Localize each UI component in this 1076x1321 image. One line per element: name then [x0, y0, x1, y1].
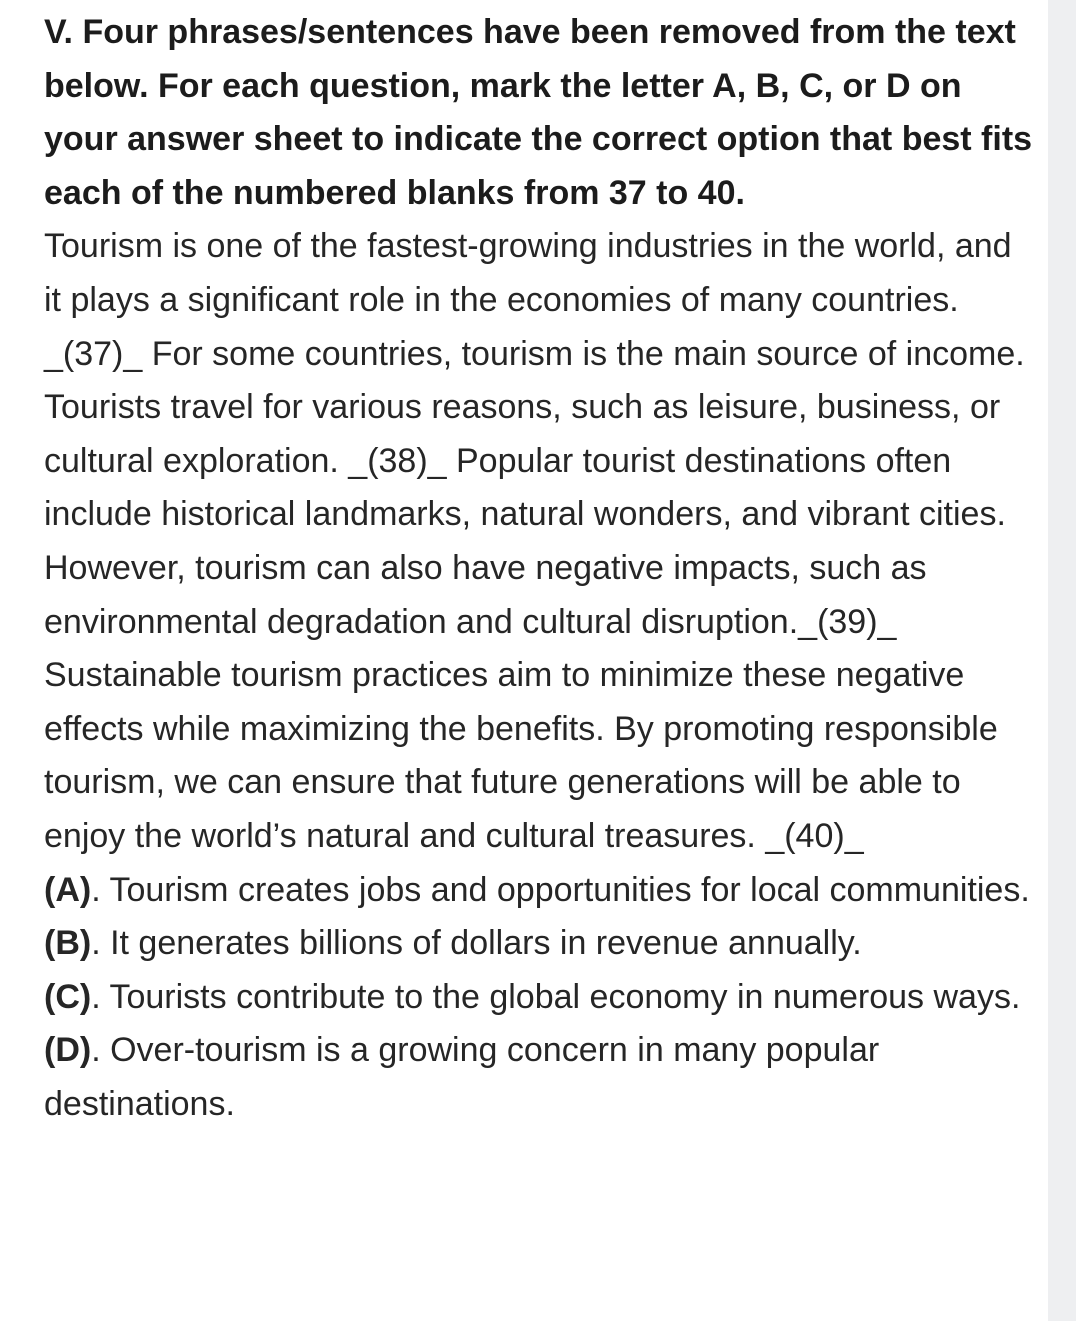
- option-c-letter: (C): [44, 977, 92, 1016]
- option-b-text: . It generates billions of dollars in revenue annually.: [91, 924, 862, 963]
- blank-39: _(39)_: [798, 602, 897, 641]
- passage-sentence-1: Tourism is one of the fastest-growing industries in the world, and it plays a significant role in the economies of many countries.: [44, 227, 1012, 319]
- passage-sentence-2: For some countries, tourism is the main source of income. Tourists travel for various reasons, such as leisure, business, or cultural exploration.: [44, 334, 1025, 480]
- option-d-letter: (D): [44, 1031, 92, 1070]
- section-heading: V. Four phrases/sentences have been removed from the text below. For each question, mark the letter A, B, C, or D on your answer sheet to indicate the correct option that best fits each of the numbered blanks from 37 to 40.: [44, 13, 1033, 212]
- option-d-text: . Over-tourism is a growing concern in many popular destinations.: [44, 1031, 880, 1123]
- blank-40: _(40)_: [765, 816, 864, 855]
- passage-sentence-3: Popular tourist destinations often include historical landmarks, natural wonders, and vibrant cities. However, tourism can also have negative impacts, such as environmental degradation and cultural disruption.: [44, 441, 1006, 641]
- option-a: [44, 864, 1034, 918]
- option-a-letter: (A): [44, 870, 92, 909]
- passage-sentence-4: Sustainable tourism practices aim to minimize these negative effects while maximizing the benefits. By promoting responsible tourism, we can ensure that future generations will be able to enjoy the world’s natural and cultural treasures.: [44, 656, 998, 855]
- option-b-letter: (B): [44, 924, 92, 963]
- blank-37: _(37)_: [44, 334, 143, 373]
- option-a-text: . Tourism creates jobs and opportunities for local communities.: [91, 870, 1030, 909]
- option-c-text: . Tourists contribute to the global economy in numerous ways.: [91, 977, 1021, 1016]
- exercise-content: [44, 6, 1034, 1131]
- reading-passage: [44, 220, 1034, 863]
- option-c: [44, 971, 1034, 1025]
- blank-38: _(38)_: [348, 441, 447, 480]
- option-d: [44, 1024, 1034, 1131]
- option-b: [44, 917, 1034, 971]
- right-margin-strip: [1048, 0, 1076, 1321]
